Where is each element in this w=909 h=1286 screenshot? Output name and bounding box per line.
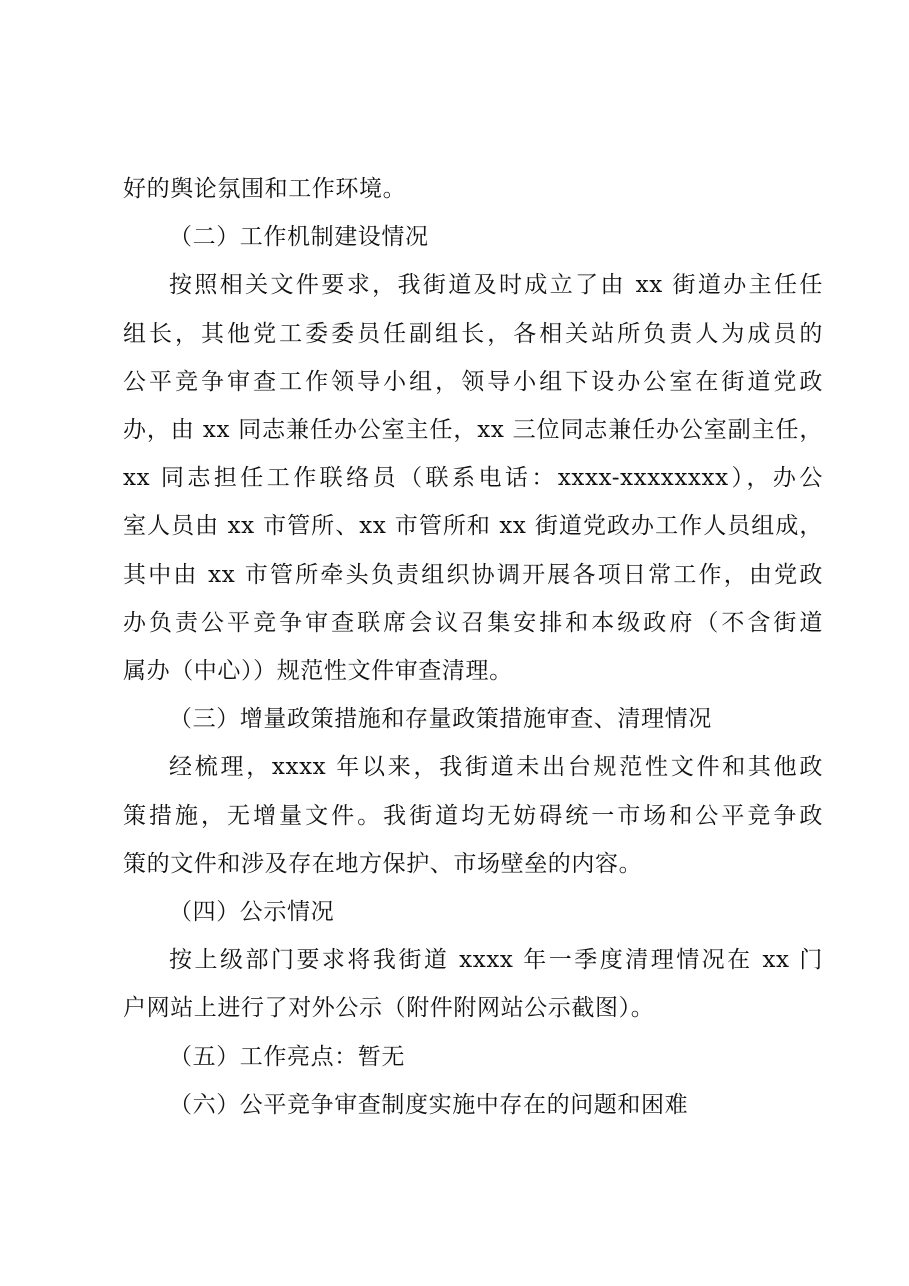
- paragraph-mechanism: [123, 261, 823, 695]
- text-line: 室人员由 xx 市管所、xx 市管所和 xx 街道党政办工作人员组成，: [123, 513, 823, 540]
- paragraph-publicity: [123, 936, 823, 1032]
- heading-text: （四）公示情况: [169, 899, 335, 926]
- text-line: 其中由 xx 市管所牵头负责组织协调开展各项日常工作，由党政: [123, 561, 823, 588]
- text-line: 属办（中心））规范性文件审查清理。: [123, 658, 513, 685]
- heading-text: （二）工作机制建设情况: [169, 224, 429, 251]
- text-line: 户网站上进行了对外公示（附件附网站公示截图）。: [123, 995, 655, 1022]
- section-heading-highlights: [123, 1033, 823, 1081]
- text-line: 经梳理，xxxx 年以来，我街道未出台规范性文件和其他政: [169, 754, 823, 781]
- text-line: 按照相关文件要求，我街道及时成立了由 xx 街道办主任任: [169, 272, 823, 299]
- document-body: [123, 165, 823, 1129]
- text-line: 策的文件和涉及存在地方保护、市场壁垒的内容。: [123, 850, 643, 877]
- text-line: 按上级部门要求将我街道 xxxx 年一季度清理情况在 xx 门: [169, 947, 823, 974]
- section-heading-policy-review: [123, 695, 823, 743]
- text-line: xx 同志担任工作联络员（联系电话：xxxx-xxxxxxxx），办公: [123, 465, 823, 492]
- section-heading-publicity: [123, 888, 823, 936]
- heading-text: （五）工作亮点：暂无: [169, 1043, 405, 1070]
- section-heading-mechanism: [123, 213, 823, 261]
- paragraph-continuation: [123, 165, 823, 213]
- heading-text: （六）公平竞争审查制度实施中存在的问题和困难: [169, 1091, 689, 1118]
- text-line: 组长，其他党工委委员任副组长，各相关站所负责人为成员的: [123, 320, 823, 347]
- heading-text: （三）增量政策措施和存量政策措施审查、清理情况: [169, 706, 712, 733]
- text-line: 策措施，无增量文件。我街道均无妨碍统一市场和公平竞争政: [123, 802, 823, 829]
- text-line: 公平竞争审查工作领导小组，领导小组下设办公室在街道党政: [123, 368, 823, 395]
- text-line: 办负责公平竞争审查联席会议召集安排和本级政府（不含街道: [123, 609, 823, 636]
- text-line: 好的舆论氛围和工作环境。: [123, 176, 407, 202]
- paragraph-policy-review: [123, 743, 823, 888]
- section-heading-problems: [123, 1081, 823, 1129]
- text-line: 办，由 xx 同志兼任办公室主任，xx 三位同志兼任办公室副主任，: [123, 417, 823, 444]
